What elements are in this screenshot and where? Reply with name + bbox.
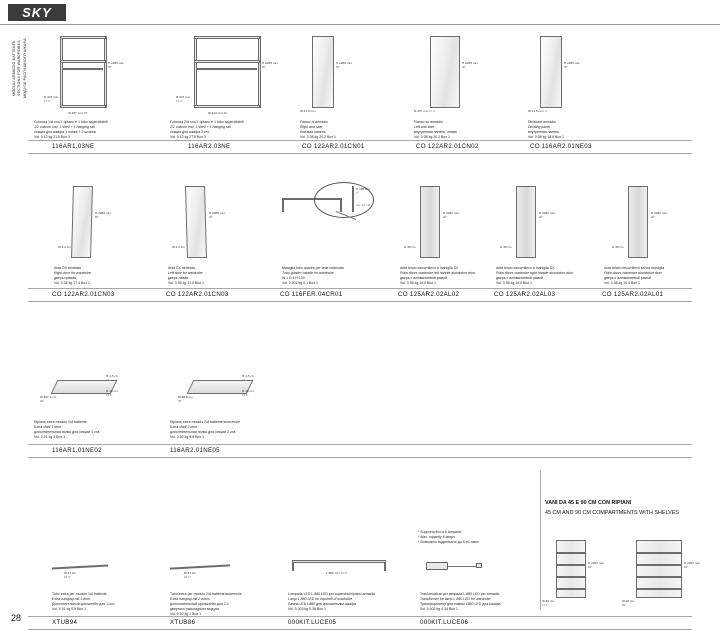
desc-ru: дополнительная полка для секции 2 ста xyxy=(170,429,236,434)
dimension-depth: D.437 mm 17 ¼" xyxy=(176,95,191,103)
drawing-post xyxy=(104,36,107,108)
dimension-width: W.47 cm 18 ½" xyxy=(64,571,77,579)
desc-it: Ripiano extra modulo 1/A battente xyxy=(34,420,87,424)
dimension-height: H.2286 mm 90" xyxy=(588,561,604,569)
product-code: 116AR2.01NE05 xyxy=(170,447,220,454)
section-divider xyxy=(540,470,541,610)
desc-volume: Vol. 0.08 kg 16.6 Box 1 xyxy=(528,134,564,139)
desc-volume: Vol. 0.08 kg 19.4 Box 1 xyxy=(496,280,532,285)
side-caption-line-3: МОДУЛИ РАСПАШНОГО ШКАФА xyxy=(22,38,27,99)
drawing-led-bar xyxy=(292,560,386,563)
desc-it: Ripiano extra modulo 2/A battente/scorrevole xyxy=(170,420,240,424)
drawing-shelf xyxy=(60,105,106,108)
desc-volume: Vol. 0.01 kg 0.5 Box 1 xyxy=(52,606,87,611)
product-code: 000KIT.LUCE06 xyxy=(420,619,469,626)
product-code: CO 122AR2.01CN02 xyxy=(416,143,479,150)
product-code: XTUB86 xyxy=(170,619,196,626)
dimension-length: L.880 mm 34 ⅝" xyxy=(326,571,348,575)
product-description xyxy=(52,592,114,612)
drawing-door xyxy=(628,186,648,258)
desc-en: Plain doors wardrobe left handle aluminium door xyxy=(400,270,476,275)
drawing-shelf xyxy=(636,564,682,566)
product-description xyxy=(34,120,108,140)
dimension-width: W.457 mm 18" xyxy=(68,111,88,115)
product-description xyxy=(300,120,336,140)
desc-it: Lampada LED L.880 LED per coperchio/ripiano armadio xyxy=(288,592,376,596)
product-code: CO 125AR2.02AL01 xyxy=(602,291,664,298)
drawing-shelf xyxy=(556,552,586,554)
product-description xyxy=(170,120,244,140)
row-divider-top xyxy=(28,140,692,141)
section-title-it: VANI DA 45 E 90 CM CON RIPIANI xyxy=(545,500,632,506)
dimension-height: H.2286 mm 90" xyxy=(684,561,700,569)
dimension-height: H.2286 mm 90" xyxy=(336,61,352,69)
desc-it: Colonna 1/A con 1 ripiano e 1 tubo appendiabiti xyxy=(34,120,108,124)
desc-volume: Vol. 0.001 kg 0.1 Box 1 xyxy=(282,280,318,285)
desc-en: Extra shelf 1 door xyxy=(34,424,62,429)
product-description xyxy=(400,266,475,286)
side-caption-line-2: SECTIONS FOR WARDROBES xyxy=(17,40,22,96)
desc-ru: дверь с алюминиевой рамой xyxy=(496,275,543,280)
product-description xyxy=(604,266,664,286)
dimension-width: W.21.5 mm xyxy=(300,109,316,113)
desc-it: Anta DX rientrata xyxy=(54,266,81,270)
drawing-panel xyxy=(430,36,460,108)
dimension-depth: D.48 cm xyxy=(612,245,624,249)
dimension-height: H.2286 mm 90" xyxy=(262,61,278,69)
desc-en: Tubo quadro handle for wardrobe xyxy=(282,270,334,275)
row-divider-bottom xyxy=(28,629,692,630)
product-code: 116AR2.03NE xyxy=(188,143,231,150)
desc-ru: внутренняя панель xyxy=(528,129,560,134)
drawing-door xyxy=(71,186,93,258)
desc-en: Plain doors wardrobe right handle aluminium door xyxy=(496,270,574,275)
drawing-cable xyxy=(448,566,478,567)
desc-volume: Vol. 0.08 kg 19.4 Box 1 xyxy=(400,280,436,285)
desc-en: Transformer for lamp L.880 LED for wardrobe xyxy=(420,596,491,601)
drawing-panel xyxy=(312,36,334,108)
product-description xyxy=(170,420,240,440)
drawing-shelf xyxy=(60,60,106,63)
desc-en: Lamp L.880 LED for topshelf of wardrobe xyxy=(288,596,353,601)
desc-volume: Vol. 0.12 kg 21.6 Box 3 xyxy=(34,134,70,139)
drawing-rail xyxy=(170,564,230,570)
dimension-width: W.45 cm 17 ¾" xyxy=(542,599,555,607)
dimension-depth: D.48 cm xyxy=(404,245,416,249)
dimension-detail-section: mm. 10 x 10 xyxy=(356,204,371,207)
product-code: 000KIT.LUCE05 xyxy=(288,619,337,626)
row-divider-top xyxy=(28,616,692,617)
desc-it: Anta telaio cieco/rilievo senza maniglia xyxy=(604,266,665,270)
drawing-door xyxy=(185,186,207,258)
drawing-shelf xyxy=(556,576,586,578)
desc-en: Dividing panel xyxy=(528,124,550,129)
product-code: XTUB94 xyxy=(52,619,78,626)
product-code: CO 122AR2.01CN01 xyxy=(302,143,365,150)
desc-en: Extra hanging rail 2 doors xyxy=(170,596,210,601)
desc-en: Right and side xyxy=(300,124,323,129)
dimension-height: H.2286 mm 90" xyxy=(539,211,555,219)
desc-en: Right door for wardrobe xyxy=(54,270,91,275)
page-number: 28 xyxy=(11,613,22,623)
desc-en: 2/2 column incl. 1 shelf + 1 hanging rail xyxy=(170,124,231,129)
desc-en: Left door for wardrobe xyxy=(168,270,203,275)
header-divider xyxy=(0,24,720,25)
desc-it: Anta telaio cieco/rilievo a maniglia SX xyxy=(400,266,459,270)
dimension-depth: D.437 mm 17 ¼" xyxy=(44,95,59,103)
drawing-door xyxy=(420,186,440,258)
dimension-height: H.2286 mm 90" xyxy=(651,211,667,219)
section-title-en: 45 CM AND 90 CM COMPARTMENTS WITH SHELVES xyxy=(545,510,679,516)
drawing-shelf xyxy=(556,564,586,566)
desc-volume: Vol. 0.003 kg 0.38 Box 1 xyxy=(288,606,326,611)
product-description xyxy=(168,266,204,286)
desc-volume: Vol. 0.05 kg 17.4 Box 1 xyxy=(168,280,204,285)
row-divider-bottom xyxy=(28,457,692,458)
dimension-width: W.90 cm 36" xyxy=(622,599,635,607)
row-divider-top xyxy=(28,444,692,445)
desc-ru: Лампа LED L880 для крыши/полки шкафа xyxy=(288,601,357,606)
dimension-height: H.2286 mm 90" xyxy=(95,211,111,219)
desc-ru: секция для шкафа 1 полка + 1 штанга xyxy=(34,129,96,134)
drawing-rail xyxy=(52,565,108,570)
desc-it: Tubo extra per modulo 2/A battente/scorrevole xyxy=(170,592,242,596)
row-divider-top xyxy=(28,288,692,289)
note-ru: * Возможно подключить до 6-ти ламп xyxy=(418,539,479,544)
dimension-depth: D.40 cm 15 ¾" xyxy=(242,389,254,397)
dimension-height: H.2286 mm 90" xyxy=(443,211,459,219)
desc-it: Maniglia tubo quadro per anta intarsiata xyxy=(282,266,344,270)
desc-it: Fianco su armadio xyxy=(414,120,443,124)
drawing-handle-detail xyxy=(352,186,354,212)
product-code: CO 122AR2.01CN03 xyxy=(52,291,115,298)
drawing-rail xyxy=(197,68,257,70)
desc-en: Extra hanging rail 1 door xyxy=(52,596,91,601)
dimension-height: H.2286 mm 90" xyxy=(564,61,580,69)
drawing-shelf xyxy=(636,576,682,578)
drawing-handle-leg xyxy=(282,198,284,212)
dimension-width: W.457.2 cm 18" xyxy=(40,395,57,403)
drawing-door xyxy=(516,186,536,258)
desc-it: Colonna 2/A con 1 ripiano e 1 tubo appendiabiti xyxy=(170,120,244,124)
desc-ru: дверь правая xyxy=(54,275,77,280)
desc-volume: Vol. 0.02 kg 5.5 Box 1 xyxy=(170,434,205,439)
dimension-detail: H 180 mm 7" xyxy=(356,187,371,195)
product-code: CO 125AR2.02AL03 xyxy=(494,291,556,298)
drawing-rail xyxy=(63,68,103,70)
desc-en: 1/2 column incl. 1 shelf + 1 hanging rail xyxy=(34,124,95,129)
drawing-plug xyxy=(476,563,482,568)
desc-volume: Vol. 0.12 kg 27.6 Box 3 xyxy=(170,134,206,139)
brand-logo: SKY xyxy=(8,4,66,21)
product-description xyxy=(414,120,457,140)
side-caption xyxy=(12,0,28,138)
dimension-height: H.2286 mm 90" xyxy=(462,61,478,69)
desc-ru: секция для шкафа 2 сто xyxy=(170,129,210,134)
drawing-shelf xyxy=(194,36,260,39)
dimension-depth: D.48 cm xyxy=(500,245,512,249)
product-code: CO 125AR2.02AL02 xyxy=(398,291,460,298)
drawing-shelf xyxy=(556,588,586,590)
note-en: * Max. capacity 6 lamps xyxy=(418,534,455,539)
desc-en: Plain doors wardrobe aluminium door xyxy=(604,270,662,275)
dimension-width: W.2.2 cm xyxy=(58,245,71,249)
dimension-width: W.87 cm 34 ¼" xyxy=(184,571,197,579)
note-it: * Supporta fino a 6 lampade xyxy=(418,530,462,534)
dimension-width: W.2.2 cm xyxy=(172,245,185,249)
drawing-panel xyxy=(540,36,562,108)
dimension-thickness: H.1.8 cm ¾" xyxy=(242,374,255,382)
desc-ru: дверь с алюминиевой рамой xyxy=(604,275,651,280)
drawing-shelf xyxy=(194,60,260,63)
desc-ru: дополнительный кронштейн для 2-х xyxy=(170,601,229,606)
desc-it: Anta SX rientrata xyxy=(168,266,195,270)
product-description xyxy=(170,592,242,617)
product-description xyxy=(54,266,91,286)
dimension-width: W.914 mm 36" xyxy=(208,111,228,115)
desc-ru: дополнительная полка для секции 1 ста xyxy=(34,429,100,434)
desc-en: Left and side xyxy=(414,124,435,129)
desc-ru: дверь левая xyxy=(168,275,189,280)
dimension-depth: D.40 cm 15 ¾" xyxy=(106,389,118,397)
lamp-capacity-note xyxy=(418,530,479,545)
dimension-height: H.2286 mm 90" xyxy=(108,61,124,69)
dimension-thickness: H.1.8 cm ¾" xyxy=(106,374,119,382)
drawing-shelf xyxy=(636,588,682,590)
drawing-post xyxy=(60,36,63,108)
product-description xyxy=(528,120,564,140)
desc-it: Anta telaio cieco/rilievo a maniglia DX xyxy=(496,266,555,270)
desc-volume: Vol. 0.08 kg 19.4 Box 1 xyxy=(604,280,640,285)
side-caption-line-1: MODULI ARMADIO BATTENTE xyxy=(11,40,16,96)
dimension-width: W.21.5 mm ⅞" xyxy=(528,109,548,113)
product-description xyxy=(420,592,500,612)
desc-ru-2: дверного раскладного модуля xyxy=(170,606,219,611)
row-divider-bottom xyxy=(28,301,692,302)
desc-volume: Vol. 0.05 kg 17.4 Box 1 xyxy=(54,280,90,285)
drawing-led-leg xyxy=(292,563,294,571)
desc-volume: Vol. 0.01 kg 3 Box 1 xyxy=(34,434,66,439)
product-description xyxy=(288,592,375,612)
desc-volume: Vol. 0.002 kg 0.34 Box 1 xyxy=(420,606,458,611)
desc-ru: боковая панель xyxy=(300,129,326,134)
drawing-led-leg xyxy=(384,563,386,571)
dimension-height: H.2286 mm 90" xyxy=(209,211,225,219)
desc-it: Trasformatore per lampada L.880 LED per armadio xyxy=(420,592,500,596)
product-description xyxy=(282,266,344,286)
desc-ru: Дополнительный кронштейн для 1-ого xyxy=(52,601,115,606)
product-description xyxy=(34,420,99,440)
desc-ru: Трансформатор для лампы L880 LED для шкафа xyxy=(420,601,501,606)
product-code: 116AR1.03NE xyxy=(52,143,95,150)
drawing-shelf xyxy=(194,105,260,108)
desc-it: Fianco di armadio xyxy=(300,120,328,124)
product-code: CO 116FER.04CR01 xyxy=(280,291,343,298)
dimension-depth: D.437 mm 17 ¼" xyxy=(414,109,436,113)
desc-volume: Vol. 0.08 kg 20.2 Box 1 xyxy=(300,134,336,139)
desc-ru: дверь с алюминиевой рамой xyxy=(400,275,447,280)
desc-volume: Vol. 0.02 kg 1 Box 1 xyxy=(170,611,202,616)
drawing-shelf xyxy=(60,36,106,39)
drawing-transformer xyxy=(426,562,448,570)
dimension-width: W.88.8 cm 35" xyxy=(178,395,193,403)
desc-ru: внутренняя панель, левая xyxy=(414,129,457,134)
desc-it: Tubo extra per modulo 1/A battente xyxy=(52,592,107,596)
desc-volume: Vol. 0.08 kg 20.2 Box 1 xyxy=(414,134,450,139)
desc-en: Extra shelf 2 door xyxy=(170,424,198,429)
desc-it: Divisione armadio xyxy=(528,120,556,124)
drawing-shelf xyxy=(636,552,682,554)
product-code: CO 122AR2.01CN03 xyxy=(166,291,229,298)
drawing-post xyxy=(258,36,261,108)
product-code: 116AR1.01NE02 xyxy=(52,447,102,454)
drawing-post xyxy=(194,36,197,108)
product-description xyxy=(496,266,573,286)
row-divider-bottom xyxy=(28,153,692,154)
product-code: CO 116AR2.01NE03 xyxy=(530,143,592,150)
desc-ru: W.1 D.4 H.100 xyxy=(282,275,305,280)
